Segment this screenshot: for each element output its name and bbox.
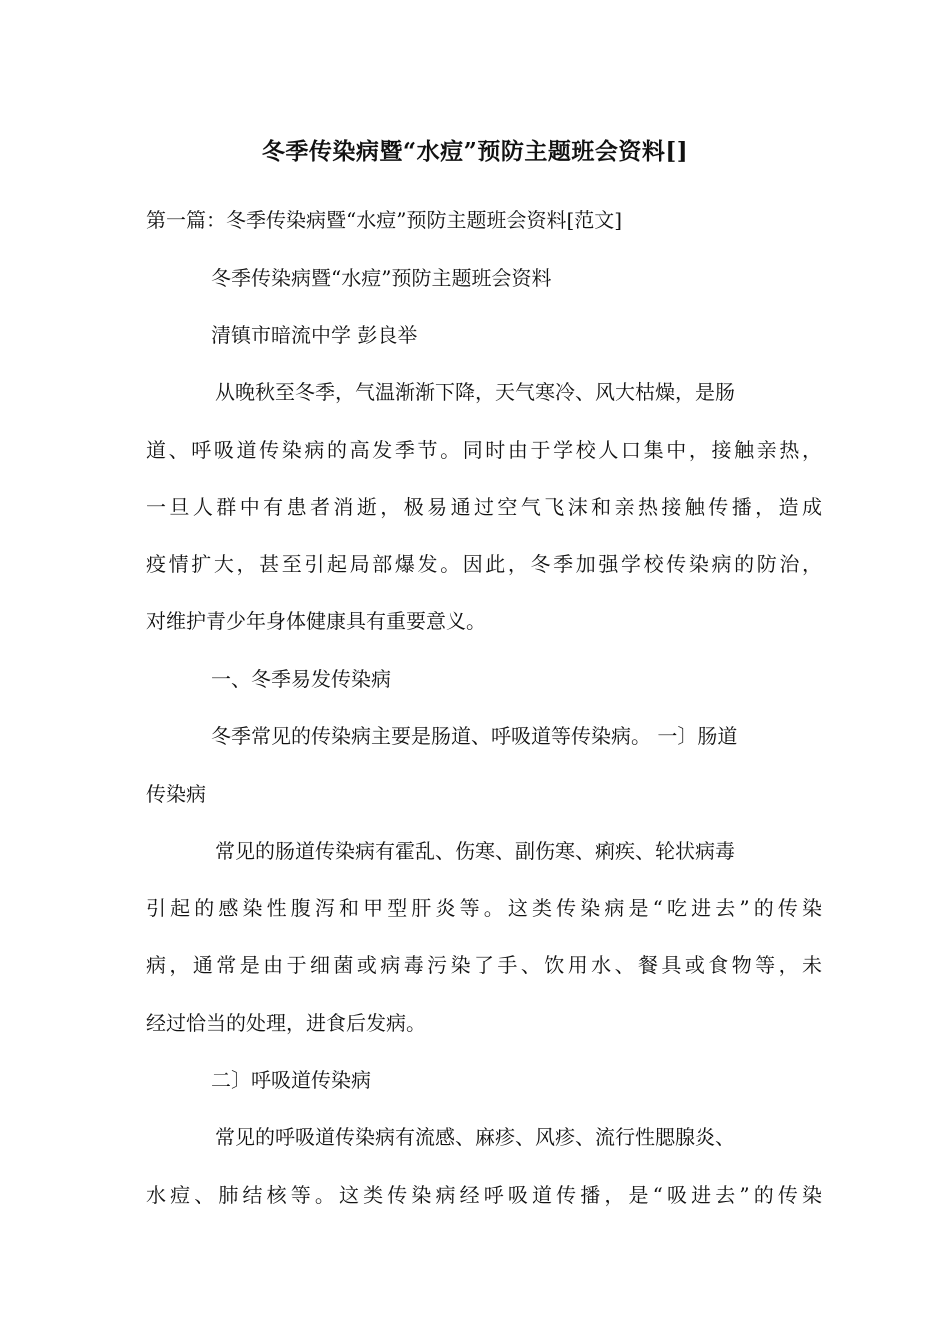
paragraph-line: 常见的呼吸道传染病有流感、麻疹、风疹、流行性腮腺炎、 xyxy=(215,1125,735,1149)
paragraph-line: 道、呼吸道传染病的高发季节。同时由于学校人口集中，接触亲热， xyxy=(146,438,822,462)
paragraph-line: 从晚秋至冬季，气温渐渐下降，天气寒冷、风大枯燥，是肠 xyxy=(215,380,735,404)
author-line: 清镇市暗流中学 彭良举 xyxy=(211,323,418,347)
paragraph-line: 水痘、肺结核等。这类传染病经呼吸道传播，是“吸进去”的传染 xyxy=(146,1183,822,1207)
paragraph-line: 经过恰当的处理，进食后发病。 xyxy=(146,1011,426,1035)
subtitle: 冬季传染病暨“水痘”预防主题班会资料 xyxy=(211,266,552,290)
paragraph-line: 常见的肠道传染病有霍乱、伤寒、副伤寒、痢疾、轮状病毒 xyxy=(215,839,735,863)
paragraph-line: 疫情扩大，甚至引起局部爆发。因此，冬季加强学校传染病的防治， xyxy=(146,552,822,576)
paragraph-line: 引起的感染性腹泻和甲型肝炎等。这类传染病是“吃进去”的传染 xyxy=(146,896,822,920)
paragraph-line: 病，通常是由于细菌或病毒污染了手、饮用水、餐具或食物等，未 xyxy=(146,953,822,977)
paragraph-line: 对维护青少年身体健康具有重要意义。 xyxy=(146,609,486,633)
document-title: 冬季传染病暨“水痘”预防主题班会资料[] xyxy=(261,138,689,165)
paragraph-line: 传染病 xyxy=(146,782,206,806)
section-heading: 第一篇：冬季传染病暨“水痘”预防主题班会资料[范文] xyxy=(146,208,623,232)
subsection-title: 二〕呼吸道传染病 xyxy=(211,1068,371,1092)
paragraph-line: 冬季常见的传染病主要是肠道、呼吸道等传染病。 一〕肠道 xyxy=(211,724,738,748)
section-title: 一、冬季易发传染病 xyxy=(211,667,391,691)
paragraph-line: 一旦人群中有患者消逝，极易通过空气飞沫和亲热接触传播，造成 xyxy=(146,495,822,519)
